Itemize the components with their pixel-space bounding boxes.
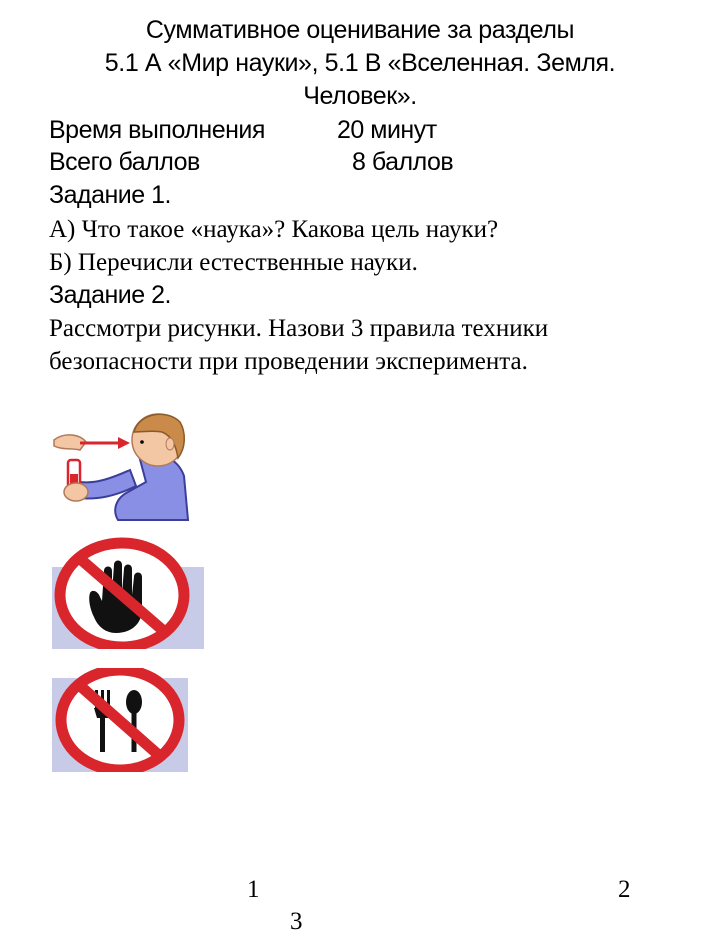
score-row	[49, 148, 454, 177]
score-label: Всего баллов	[49, 148, 200, 176]
no-eating-sign	[52, 668, 188, 772]
task1-question-a: А) Что такое «наука»? Какова цель науки?	[49, 216, 499, 243]
page-title	[0, 14, 720, 113]
task2-instruction-line-2: безопасности при проведении эксперимента.	[49, 348, 528, 375]
figure-number-2: 2	[618, 876, 631, 903]
task2-instruction-line-1: Рассмотри рисунки. Назови 3 правила техники	[49, 315, 549, 342]
waft-smell-picture	[50, 412, 190, 524]
task2-heading: Задание 2.	[49, 281, 171, 309]
score-value: 8 баллов	[352, 148, 454, 176]
time-value: 20 минут	[337, 116, 437, 144]
title-line-3: Человек».	[303, 82, 417, 110]
waft-smell-icon	[50, 412, 190, 524]
no-eating-icon	[52, 668, 188, 772]
task1-heading: Задание 1.	[49, 181, 171, 209]
no-touch-sign	[52, 533, 204, 649]
time-label: Время выполнения	[49, 116, 265, 144]
no-touch-icon	[52, 533, 204, 649]
figure-number-3: 3	[290, 908, 303, 935]
time-row	[49, 116, 437, 145]
task1-question-b: Б) Перечисли естественные науки.	[49, 249, 418, 276]
figure-number-1: 1	[247, 876, 260, 903]
title-line-1: Суммативное оценивание за разделы	[145, 16, 575, 44]
title-line-2: 5.1 А «Мир науки», 5.1 В «Вселенная. Земля.	[104, 49, 616, 77]
